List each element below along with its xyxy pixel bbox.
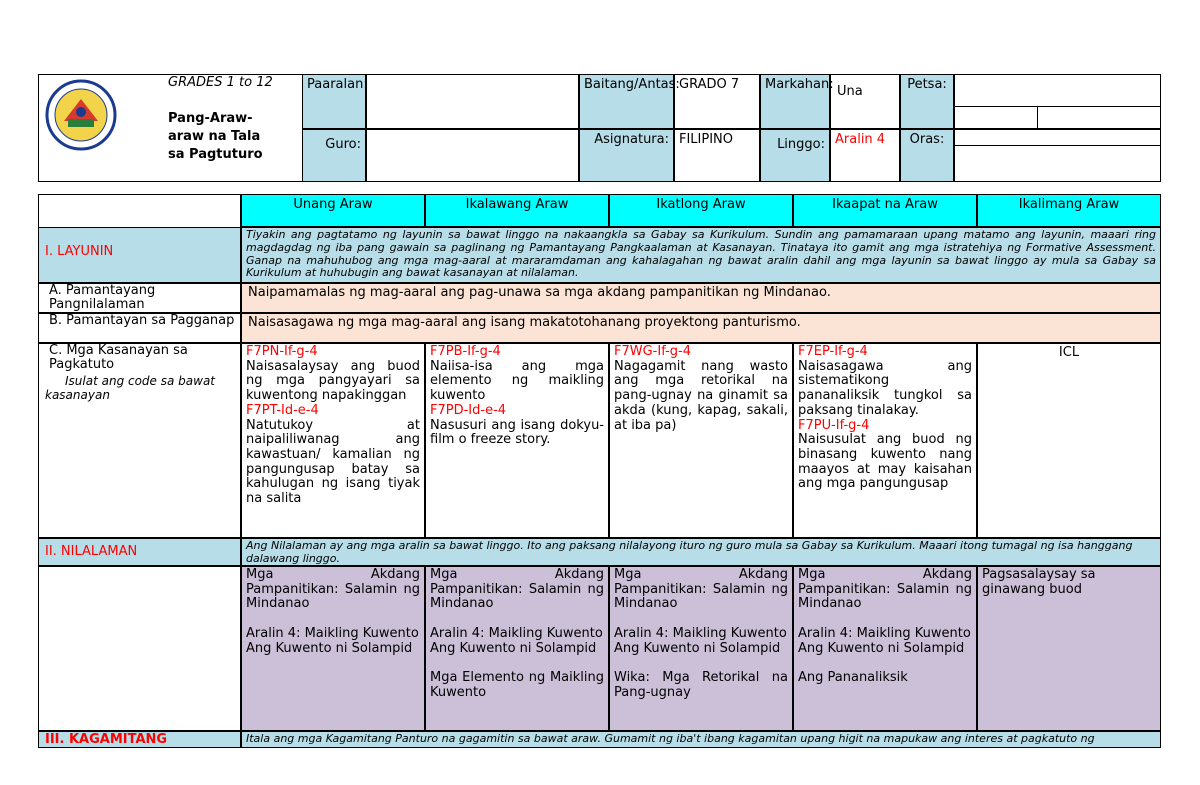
nilalaman-label-cell: [38, 538, 241, 566]
nilalaman-day1: [241, 566, 425, 731]
petsa-field[interactable]: [954, 74, 1161, 129]
spacer: [614, 656, 788, 671]
petsa-label: Petsa:: [900, 74, 954, 129]
pangnilalaman-label: A. Pamantayang Pangnilalaman: [38, 283, 241, 313]
guro-label: Guro:: [302, 129, 366, 182]
spacer: [798, 656, 972, 671]
kasanayan-day4-text2: Naisusulat ang buod ng binasang kuwento nang maayos at may kaisahan ang mga pangungusap: [798, 432, 972, 492]
layunin-label-cell: [38, 227, 241, 283]
nilalaman-label: II. NILALAMAN: [45, 544, 138, 559]
kasanayan-label-cell: [38, 343, 241, 538]
pagganap-label: B. Pamantayan sa Pagganap: [38, 313, 241, 343]
nilalaman-day2-line3: Ang Kuwento ni Solampid: [430, 640, 597, 656]
nilalaman-label-empty: [38, 566, 241, 731]
oras-divider: [954, 145, 1161, 146]
nilalaman-day4: [793, 566, 977, 731]
pangnilalaman-value: Naipamamalas ng mag-aaral ang pag-unawa sa mga akdang pampanitikan ng Mindanao.: [241, 283, 1161, 313]
layunin-note: Tiyakin ang pagtatamo ng layunin sa bawat linggo na nakaangkla sa Gabay sa Kurikulum. Sundin ang pamamaraan upang matamo ang layunin, maaari ring magdagdag ng iba pang gawain sa paglinang ng Pamantayang Pangkaalaman at Kasanayan. Tinataya ito gamit ang mga istratehiya ng Formative Assessment. Ganap na mahuhubog ang mga mag-aaral at mararamdaman ang kahalagahan ng bawat aralin dahil ang mga layunin sa bawat linggo ay mula sa Gabay sa Kurikulum at huhubugin ang bawat kasanayan at nilalaman.: [241, 227, 1161, 283]
oras-field[interactable]: [954, 129, 1161, 182]
kasanayan-day2-text2: Nasusuri ang isang dokyu-film o freeze story.: [430, 417, 604, 448]
paaralan-label: Paaralan:: [302, 74, 366, 129]
baitang-label: Baitang/Antas:: [579, 74, 674, 129]
pagganap-value: Naisasagawa ng mga mag-aaral ang isang makatotohanang proyektong panturismo.: [241, 313, 1161, 343]
linggo-value: Aralin 4: [830, 129, 900, 182]
day-header-4: Ikaapat na Araw: [793, 194, 977, 227]
kasanayan-day1: [241, 343, 425, 538]
petsa-divider: [954, 106, 1161, 107]
kasanayan-day3: [609, 343, 793, 538]
nilalaman-day4-line2: Aralin 4: Maikling Kuwento: [798, 625, 971, 641]
kagamitang-note: Itala ang mga Kagamitang Panturo na gagamitin sa bawat araw. Gumamit ng iba't ibang kagamitan upang higit na mapukaw ang interes at pagkatuto ng: [241, 731, 1161, 748]
kasanayan-day3-text1: Nagagamit nang wasto ang mga retorikal na pang-ugnay na ginamit sa akda (kung, kapag, sakali, at iba pa): [614, 358, 788, 433]
petsa-split: [1037, 106, 1038, 129]
kasanayan-day5-text: ICL: [1058, 345, 1080, 360]
kasanayan-day2: [425, 343, 609, 538]
code-f7ep: F7EP-If-g-4: [798, 344, 868, 359]
kasanayan-day4-text1: Naisasagawa ang sistematikong pananaliksik tungkol sa paksang tinalakay.: [798, 358, 972, 418]
nilalaman-day4-line3: Ang Kuwento ni Solampid: [798, 640, 965, 656]
kasanayan-day2-text1: Naiisa-isa ang mga elemento ng maikling kuwento: [430, 358, 604, 404]
spacer: [798, 612, 972, 627]
asignatura-label: Asignatura:: [579, 129, 674, 182]
linggo-label: Linggo:: [760, 129, 830, 182]
kagamitang-label: III. KAGAMITANG: [45, 732, 168, 747]
grades-label: GRADES 1 to 12: [168, 75, 273, 90]
day-header-5: Ikalimang Araw: [977, 194, 1161, 227]
nilalaman-day3-line3: Ang Kuwento ni Solampid: [614, 640, 781, 656]
kasanayan-label: C. Mga Kasanayan sa Pagkatuto: [49, 343, 188, 372]
kasanayan-day1-text2: Natutukoy at naipaliliwanag ang kawastuan/ kamalian ng pangungusap batay sa kahulugan ng isang tiyak na salita: [246, 417, 420, 507]
spacer: [430, 612, 604, 627]
nilalaman-day2-line2: Aralin 4: Maikling Kuwento: [430, 625, 603, 641]
page-title: Pang-Araw-araw na Tala sa Pagtuturo: [168, 111, 263, 162]
nilalaman-note: Ang Nilalaman ay ang mga aralin sa bawat linggo. Ito ang paksang nilalayong ituro ng guro mula sa Gabay sa Kurikulum. Maaari itong tumagal ng isa hanggang dalawang linggo.: [241, 538, 1161, 566]
spacer: [246, 612, 420, 627]
nilalaman-day2: [425, 566, 609, 731]
nilalaman-day3-extra: Wika: Mga Retorikal na Pang-ugnay: [614, 669, 788, 700]
nilalaman-day4-line1: Mga Akdang Pampanitikan: Salamin ng Mindanao: [798, 567, 972, 612]
deped-seal: [42, 77, 120, 153]
kagamitang-label-cell: [38, 731, 241, 748]
nilalaman-day4-extra: Ang Pananaliksik: [798, 669, 908, 685]
code-f7pt: F7PT-Id-e-4: [246, 402, 319, 418]
nilalaman-day3-line2: Aralin 4: Maikling Kuwento: [614, 625, 787, 641]
oras-label: Oras:: [900, 129, 954, 182]
code-f7pd: F7PD-Id-e-4: [430, 402, 507, 418]
day-header-1: Unang Araw: [241, 194, 425, 227]
day-header-2: Ikalawang Araw: [425, 194, 609, 227]
nilalaman-day5: [977, 566, 1161, 731]
nilalaman-day3: [609, 566, 793, 731]
code-f7pu: F7PU-If-g-4: [798, 417, 870, 433]
baitang-value: GRADO 7: [674, 74, 760, 129]
markahan-value: Una: [830, 74, 900, 129]
code-f7pn: F7PN-If-g-4: [246, 344, 318, 359]
spacer: [430, 656, 604, 671]
markahan-label: Markahan:: [760, 74, 830, 129]
nilalaman-day1-line2: Aralin 4: Maikling Kuwento: [246, 625, 419, 641]
nilalaman-day5-text: Pagsasalaysay sa ginawang buod: [982, 567, 1096, 597]
guro-field[interactable]: [366, 129, 579, 182]
paaralan-field[interactable]: [366, 74, 579, 129]
day-header-3: Ikatlong Araw: [609, 194, 793, 227]
code-f7pb: F7PB-If-g-4: [430, 344, 501, 359]
kasanayan-day4: [793, 343, 977, 538]
code-f7wg: F7WG-If-g-4: [614, 344, 691, 359]
nilalaman-day2-extra: Mga Elemento ng Maikling Kuwento: [430, 669, 604, 700]
kasanayan-day1-text1: Naisasalaysay ang buod ng mga pangyayari sa kuwentong napakinggan: [246, 358, 420, 404]
kasanayan-day5: [977, 343, 1161, 538]
nilalaman-day1-line1: Mga Akdang Pampanitikan: Salamin ng Mindanao: [246, 567, 420, 612]
nilalaman-day2-line1: Mga Akdang Pampanitikan: Salamin ng Mindanao: [430, 567, 604, 612]
kasanayan-sublabel: Isulat ang code sa bawat kasanayan: [45, 374, 216, 402]
layunin-label: I. LAYUNIN: [45, 244, 114, 259]
nilalaman-day3-line1: Mga Akdang Pampanitikan: Salamin ng Mindanao: [614, 567, 788, 612]
spacer: [614, 612, 788, 627]
nilalaman-day1-line3: Ang Kuwento ni Solampid: [246, 640, 413, 656]
asignatura-value: FILIPINO: [674, 129, 760, 182]
